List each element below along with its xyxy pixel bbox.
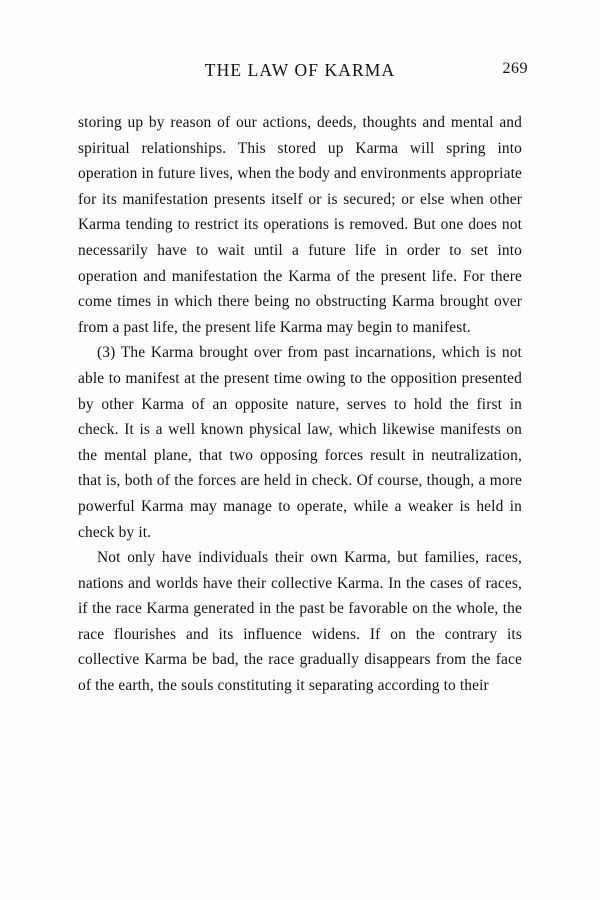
paragraph: (3) The Karma brought over from past incarnations, which is not able to manifest at the present time owing to the opposition presented by other Karma of an opposite nature, serves to hold the first in check. It is a well known physical law, which likewise manifests on the mental plane, that two opposing forces result in neutralization, that is, both of the forces are held in check. Of course, though, a more powerful Karma may manage to operate, while a weaker is held in check by it. — [78, 344, 522, 541]
paragraph: storing up by reason of our actions, deeds, thoughts and mental and spiritual relationships. This stored up Karma will spring into operation in future lives, when the body and environments appropriate for its manifestation presents itself or is secured; or else when other Karma tending to restrict its operations is removed. But one does not necessarily have to wait until a future life in order to set into operation and manifestation the Karma of the present life. For there come times in which there being no obstructing Karma brought over from a past life, the present life Karma may begin to manifest. — [78, 114, 522, 336]
paragraph: Not only have individuals their own Karma, but families, races, nations and worlds have their collective Karma. In the cases of races, if the race Karma generated in the past be favorable on the whole, the race flourishes and its influence widens. If on the contrary its collective Karma be bad, the race gradually disappears from the face of the earth, the souls constituting it separating according to their — [78, 549, 522, 695]
body-text — [78, 110, 522, 699]
running-head: THE LAW OF KARMA — [204, 60, 396, 80]
page-number: 269 — [502, 60, 528, 77]
page-header — [78, 56, 528, 96]
